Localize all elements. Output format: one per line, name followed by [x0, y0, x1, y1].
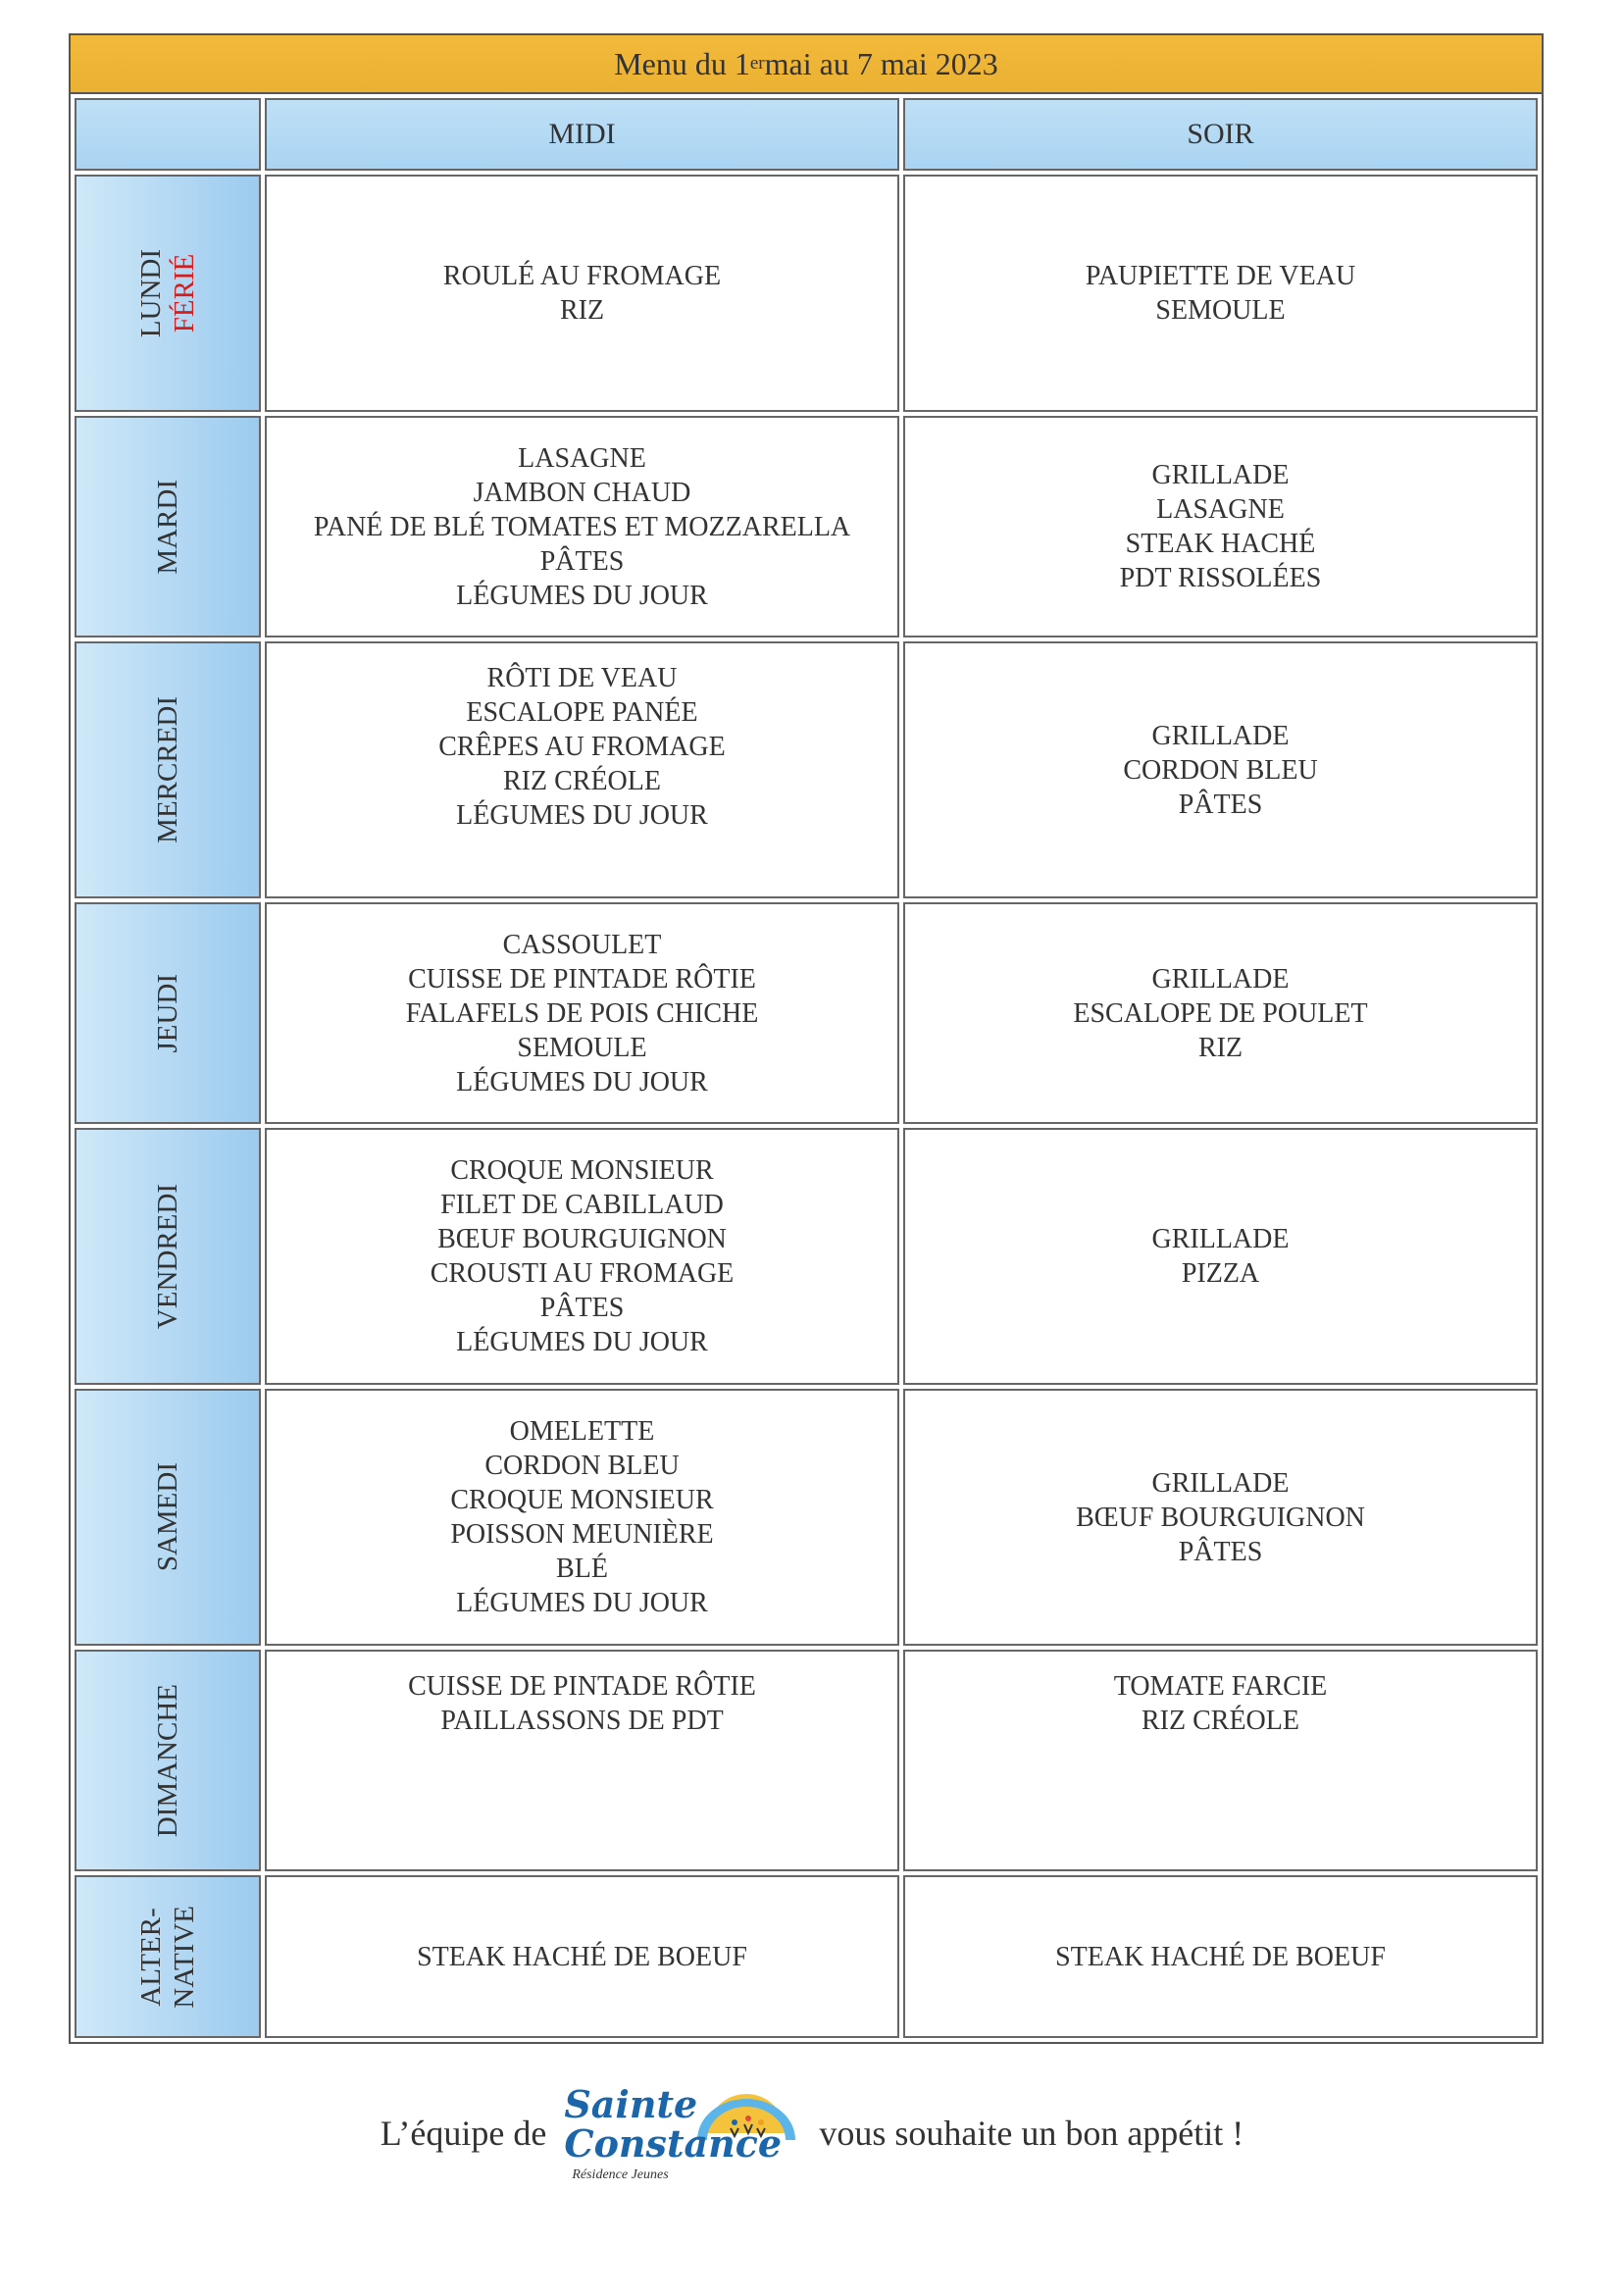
dish: GRILLADE — [1151, 1467, 1290, 1499]
midi-cell — [265, 641, 899, 898]
dish: ESCALOPE PANÉE — [466, 697, 698, 728]
dish: BŒUF BOURGUIGNON — [1076, 1502, 1365, 1533]
midi-cell — [265, 416, 899, 637]
day-label: VENDREDI — [152, 1183, 183, 1330]
header-row — [75, 98, 1538, 171]
midi-cell — [265, 175, 899, 412]
dish: CUISSE DE PINTADE RÔTIE — [408, 963, 756, 994]
day-label: ALTER- NATIVE — [135, 1905, 200, 2009]
dish: POISSON MEUNIÈRE — [450, 1519, 714, 1550]
day-label: JEUDI — [152, 973, 183, 1053]
day-row-lundi — [75, 175, 1538, 412]
dish: PÂTES — [539, 545, 625, 577]
dish: LÉGUMES DU JOUR — [456, 800, 708, 831]
dish: STEAK HACHÉ — [1125, 529, 1316, 559]
day-cell — [75, 1875, 261, 2038]
day-cell — [75, 1389, 261, 1646]
footer-after: vous souhaite un bon appétit ! — [819, 2114, 1244, 2153]
midi-cell — [265, 1389, 899, 1646]
dish: SEMOULE — [1155, 295, 1286, 326]
header-soir: SOIR — [903, 98, 1538, 171]
day-cell — [75, 1128, 261, 1385]
day-row-jeudi — [75, 902, 1538, 1124]
day-row-mardi — [75, 416, 1538, 637]
dish: PANÉ DE BLÉ TOMATES ET MOZZARELLA — [313, 511, 851, 542]
dish: LÉGUMES DU JOUR — [456, 1066, 708, 1097]
dish: CROQUE MONSIEUR — [450, 1155, 714, 1186]
dish: STEAK HACHÉ DE BOEUF — [417, 1941, 747, 1972]
logo-subtitle: Résidence Jeunes — [572, 2167, 669, 2182]
footer-message — [0, 2079, 1624, 2187]
menu-title — [69, 33, 1544, 94]
dish: CROQUE MONSIEUR — [450, 1485, 714, 1515]
dish: GRILLADE — [1151, 460, 1290, 490]
dish: LÉGUMES DU JOUR — [456, 580, 708, 611]
corner-cell — [75, 98, 261, 171]
soir-cell — [903, 1389, 1538, 1646]
dish: PIZZA — [1181, 1258, 1260, 1289]
dish: RIZ — [559, 295, 605, 326]
dish: RIZ CRÉOLE — [1142, 1706, 1299, 1736]
day-row-dimanche — [75, 1650, 1538, 1871]
logo-wordmark: Sainte Constance — [564, 2082, 783, 2166]
day-row-vendredi — [75, 1128, 1538, 1385]
day-cell — [75, 1650, 261, 1871]
dish: CRÊPES AU FROMAGE — [438, 732, 726, 762]
soir-cell — [903, 902, 1538, 1124]
dish: GRILLADE — [1151, 963, 1290, 994]
dish: ROULÉ AU FROMAGE — [442, 261, 722, 291]
dish: LÉGUMES DU JOUR — [456, 1588, 708, 1618]
day-label: SAMEDI — [152, 1462, 183, 1572]
day-cell — [75, 416, 261, 637]
dish: LÉGUMES DU JOUR — [456, 1327, 708, 1357]
day-cell — [75, 902, 261, 1124]
midi-cell — [265, 1128, 899, 1385]
soir-cell — [903, 641, 1538, 898]
dish: RIZ — [1197, 1032, 1243, 1063]
soir-cell — [903, 416, 1538, 637]
midi-cell — [265, 902, 899, 1124]
dish: GRILLADE — [1151, 720, 1290, 751]
day-row-samedi — [75, 1389, 1538, 1646]
soir-cell — [903, 175, 1538, 412]
dish: STEAK HACHÉ DE BOEUF — [1055, 1941, 1386, 1972]
day-row-mercredi — [75, 641, 1538, 898]
day-label: DIMANCHE — [152, 1683, 183, 1838]
menu-table — [69, 94, 1544, 2044]
day-label: MERCREDI — [152, 696, 183, 843]
midi-cell — [265, 1875, 899, 2038]
dish: PAILLASSONS DE PDT — [440, 1706, 724, 1736]
day-cell — [75, 175, 261, 412]
dish: BLÉ — [556, 1554, 608, 1584]
day-row-alternative — [75, 1875, 1538, 2038]
dish: LASAGNE — [1156, 494, 1285, 525]
dish: LASAGNE — [518, 442, 646, 474]
dish: PDT RISSOLÉES — [1119, 563, 1322, 593]
dish: RIZ CRÉOLE — [503, 766, 661, 796]
dish: TOMATE FARCIE — [1113, 1671, 1328, 1702]
sainte-constance-logo — [560, 2079, 805, 2187]
dish: CASSOULET — [502, 929, 662, 960]
dish: PAUPIETTE DE VEAU — [1085, 261, 1356, 291]
menu-sheet — [69, 33, 1544, 2044]
dish: PÂTES — [1178, 1536, 1263, 1567]
dish: CORDON BLEU — [484, 1451, 680, 1481]
soir-cell — [903, 1128, 1538, 1385]
dish: CORDON BLEU — [1123, 754, 1318, 786]
ferie-label: FÉRIÉ — [169, 253, 200, 333]
dish: CROUSTI AU FROMAGE — [430, 1258, 735, 1289]
dish: OMELETTE — [509, 1416, 655, 1447]
dish: BŒUF BOURGUIGNON — [437, 1224, 727, 1254]
day-label: LUNDI FÉRIÉ — [135, 248, 200, 338]
dish: JAMBON CHAUD — [473, 477, 691, 508]
title-sup: er — [749, 53, 765, 74]
title-suffix: mai au 7 mai 2023 — [764, 45, 998, 81]
title-prefix: Menu du 1 — [614, 45, 750, 81]
soir-cell — [903, 1875, 1538, 2038]
dish: FALAFELS DE POIS CHICHE — [405, 997, 759, 1029]
dish: FILET DE CABILLAUD — [440, 1190, 724, 1220]
day-label: MARDI — [152, 479, 183, 575]
midi-cell — [265, 1650, 899, 1871]
footer-before: L’équipe de — [380, 2114, 547, 2153]
dish: PÂTES — [539, 1293, 625, 1323]
dish: GRILLADE — [1151, 1224, 1290, 1254]
dish: RÔTI DE VEAU — [486, 663, 678, 693]
dish: PÂTES — [1178, 789, 1263, 820]
dish: CUISSE DE PINTADE RÔTIE — [408, 1671, 756, 1702]
dish: SEMOULE — [517, 1032, 647, 1063]
header-midi: MIDI — [265, 98, 899, 171]
day-cell — [75, 641, 261, 898]
dish: ESCALOPE DE POULET — [1073, 997, 1368, 1029]
soir-cell — [903, 1650, 1538, 1871]
